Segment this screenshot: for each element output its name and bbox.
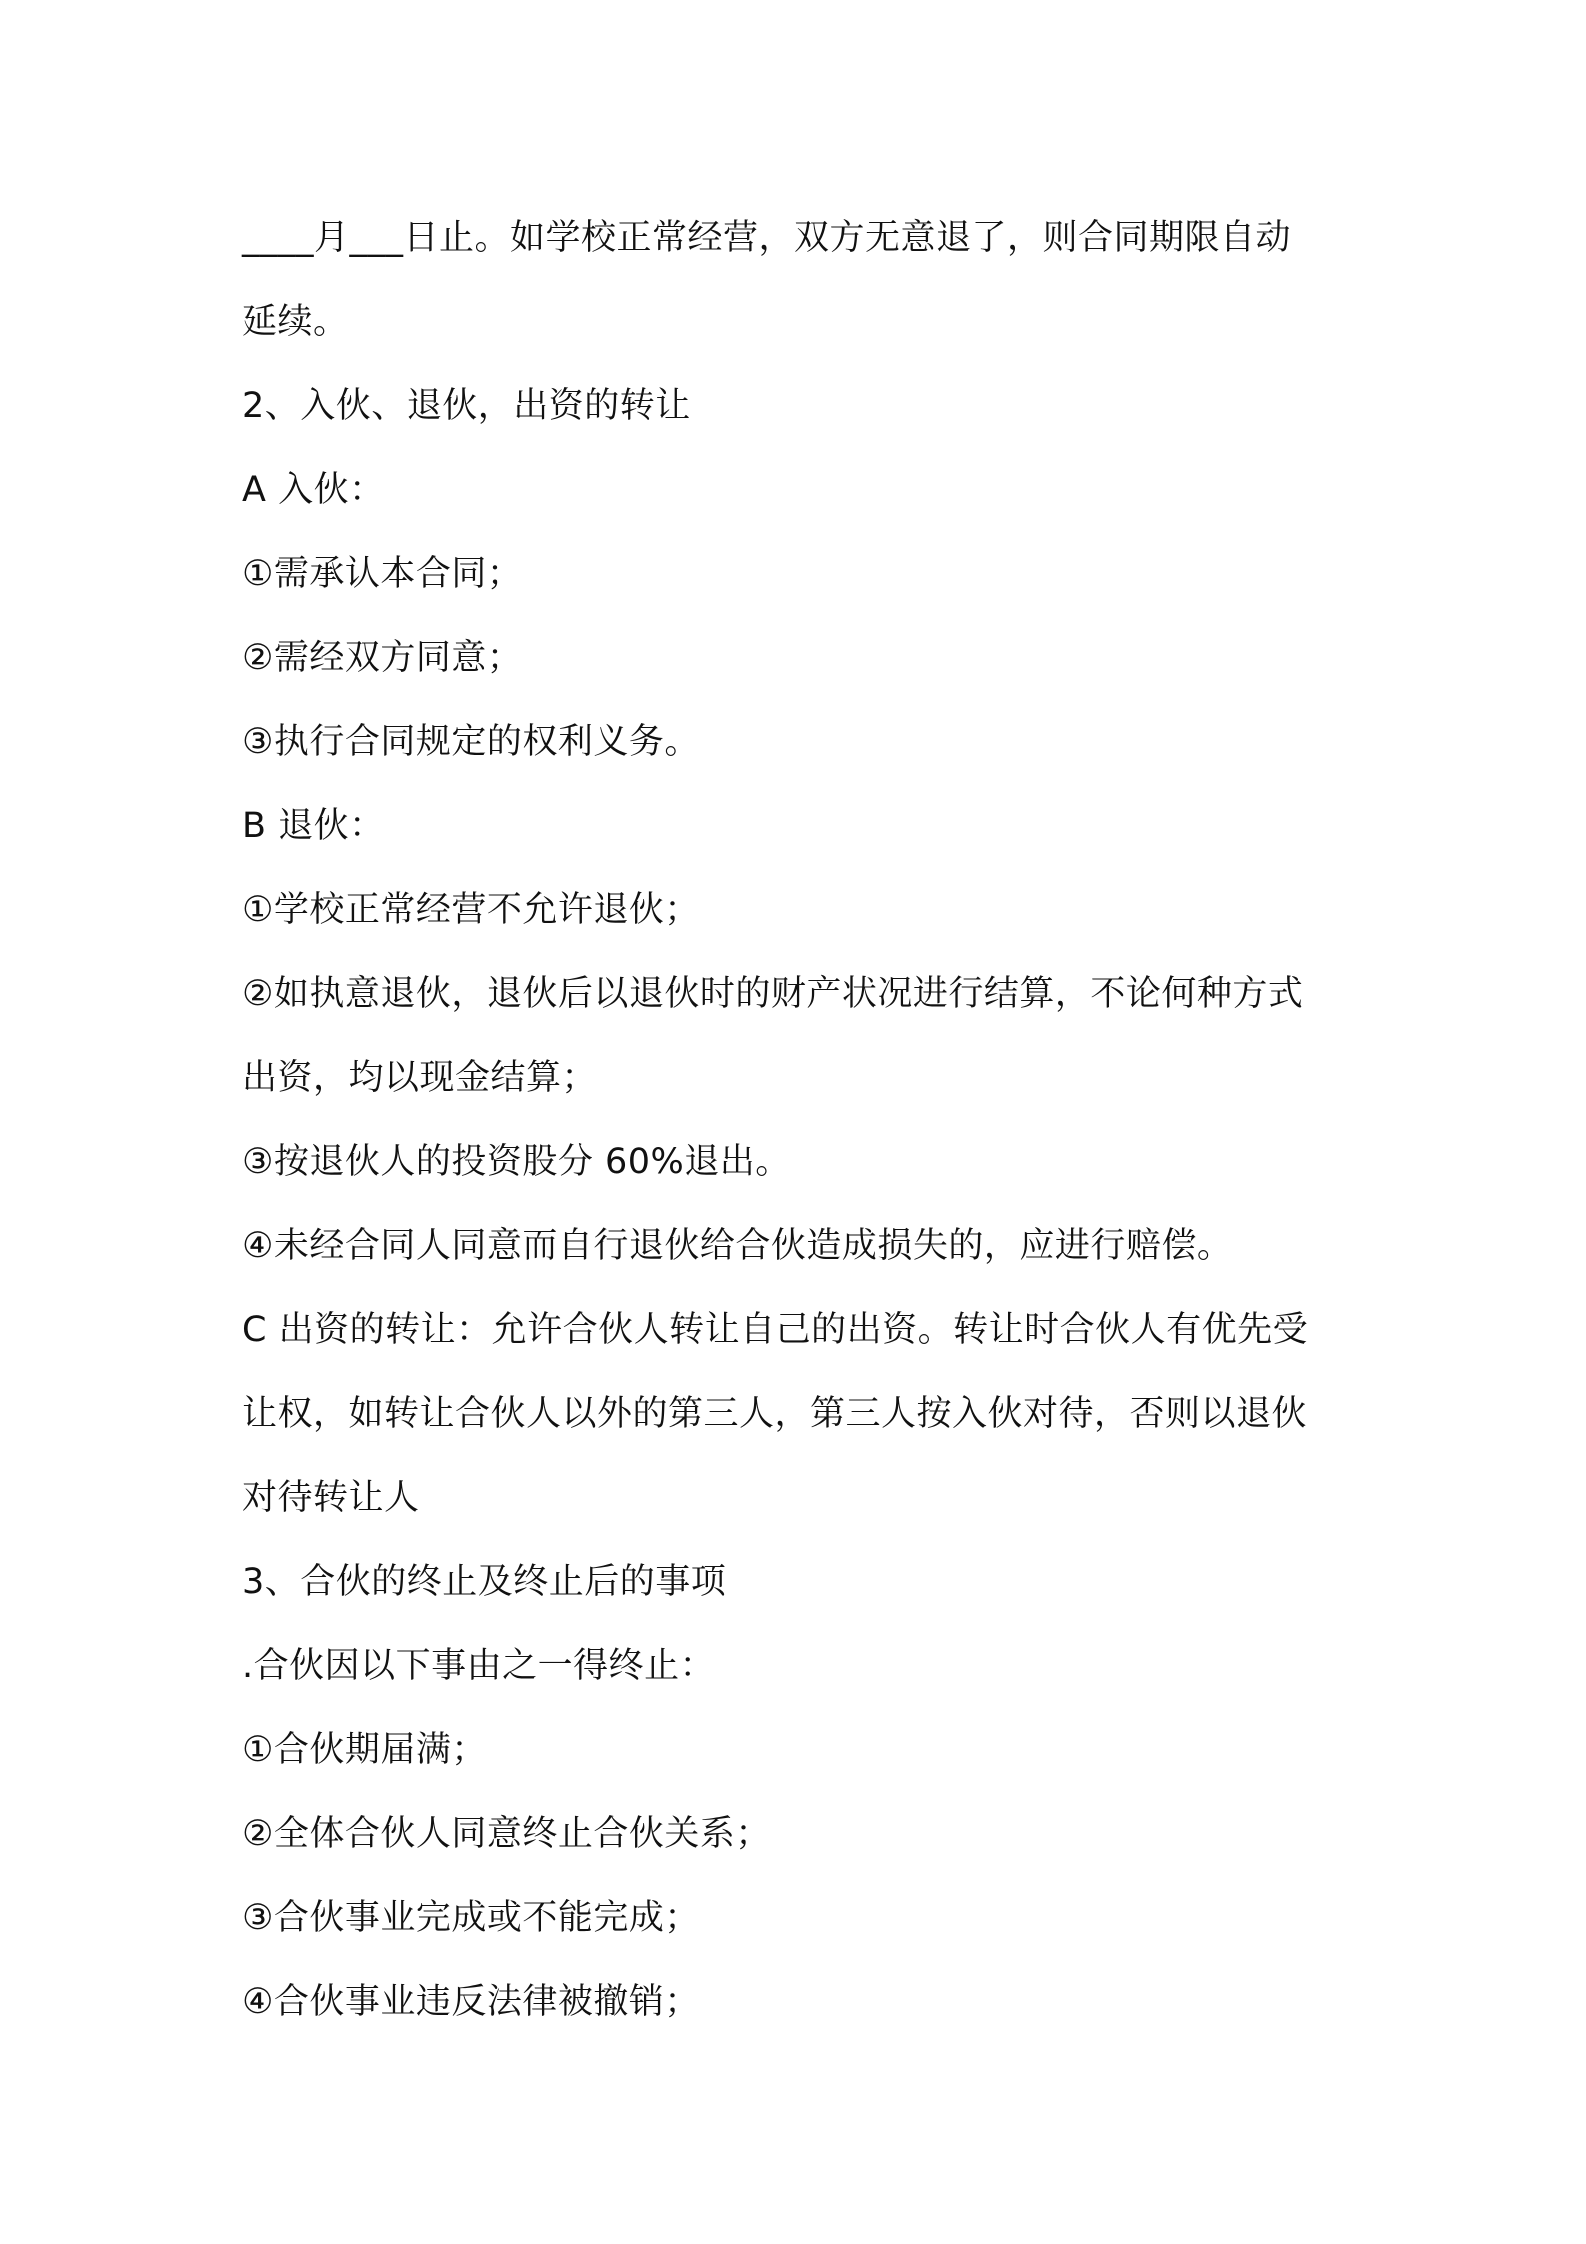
list-item-t3: ③合伙事业完成或不能完成；: [242, 1898, 700, 1938]
list-item-a2: ②需经双方同意；: [242, 638, 523, 678]
list-item-t4: ④合伙事业违反法律被撤销；: [242, 1982, 700, 2022]
list-item-t1: ①合伙期届满；: [242, 1730, 487, 1770]
paragraph-c-transfer: C 出资的转让：允许合伙人转让自己的出资。转让时合伙人有优先受: [242, 1310, 1309, 1350]
section-heading-2: 2、入伙、退伙，出资的转让: [242, 386, 691, 426]
list-item-t2: ②全体合伙人同意终止合伙关系；: [242, 1814, 771, 1854]
paragraph-c-transfer-continued: 让权，如转让合伙人以外的第三人，第三人按入伙对待，否则以退伙: [242, 1394, 1308, 1434]
subheading-a-joining: A 入伙：: [242, 470, 385, 510]
section-heading-3: 3、合伙的终止及终止后的事项: [242, 1562, 727, 1602]
list-item-b3: ③按退伙人的投资股分 60%退出。: [242, 1142, 791, 1182]
list-item-b4: ④未经合同人同意而自行退伙给合伙造成损失的，应进行赔偿。: [242, 1226, 1233, 1266]
list-item-a3: ③执行合同规定的权利义务。: [242, 722, 700, 762]
text-line-extension: 延续。: [242, 302, 349, 342]
text-line-term-continuation: ____月___日止。如学校正常经营，双方无意退了，则合同期限自动: [242, 218, 1292, 258]
subheading-b-withdrawal: B 退伙：: [242, 806, 385, 846]
list-item-b2: ②如执意退伙，退伙后以退伙时的财产状况进行结算，不论何种方式: [242, 974, 1304, 1014]
termination-intro: .合伙因以下事由之一得终止：: [242, 1646, 716, 1686]
paragraph-c-transfer-end: 对待转让人: [242, 1478, 420, 1518]
list-item-b2-continued: 出资，均以现金结算；: [242, 1058, 598, 1098]
list-item-b1: ①学校正常经营不允许退伙；: [242, 890, 700, 930]
list-item-a1: ①需承认本合同；: [242, 554, 523, 594]
document-body: [242, 196, 1362, 2044]
